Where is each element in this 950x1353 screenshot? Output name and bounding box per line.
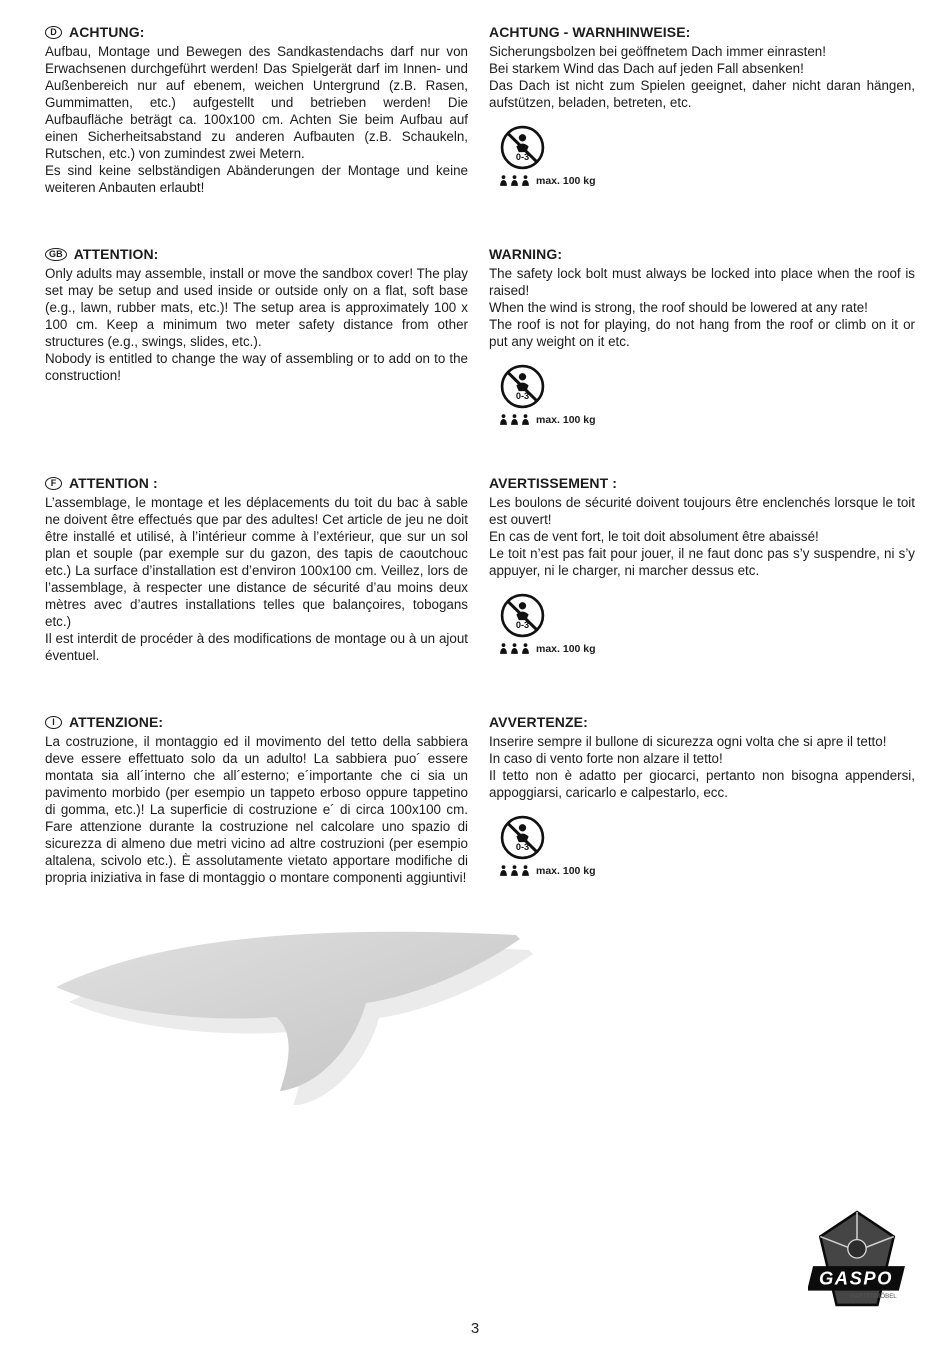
max-weight (499, 865, 915, 876)
person-icon (521, 175, 530, 186)
warning-line: Il tetto non è adatto per giocarci, pertanto non bisogna appendersi, appoggiarsi, caricarlo e calpestarlo, ecc. (489, 768, 915, 800)
no-children-0-3-icon (499, 592, 546, 639)
warning-line: Das Dach ist nicht zum Spielen geeignet, daher nicht daran hängen, aufstützen, beladen, betreten, etc. (489, 78, 915, 110)
warning-line: In caso di vento forte non alzare il tetto! (489, 751, 723, 766)
warning-paragraph: Nobody is entitled to change the way of assembling or to add on to the construction! (45, 351, 468, 383)
person-icon (521, 414, 530, 425)
section-heading (45, 246, 468, 262)
safety-icons (499, 363, 915, 425)
person-icon (499, 414, 508, 425)
warning-title: AVVERTENZE: (489, 714, 588, 730)
page-number: 3 (470, 1320, 480, 1337)
person-icon (510, 865, 519, 876)
no-children-0-3-icon (499, 363, 546, 410)
section-french (45, 475, 915, 664)
country-badge-gb: GB (45, 248, 67, 261)
section-title: ACHTUNG: (69, 24, 145, 40)
section-german (45, 24, 915, 196)
warning-line: The safety lock bolt must always be locked into place when the roof is raised! (489, 266, 915, 298)
logo-wordmark: GASPO (818, 1267, 893, 1289)
country-badge-d: D (45, 26, 62, 39)
country-badge-i: I (45, 716, 62, 729)
warning-paragraph: Aufbau, Montage und Bewegen des Sandkastendachs darf nur von Erwachsenen durchgeführt werden! Das Spielgerät darf im Innen- und Außenbereich nur auf ebenem, weichen Untergrund (z.B. Rasen, Gummimatten, etc.) aufgestellt und betrieben werden! Die Aufbaufläche beträgt ca. 100x100 cm. Achten Sie beim Aufbau auf einen Sicherheitsabstand zu anderen Aufbauten (z.B. Schaukeln, Rutschen, etc.) von zumindest zwei Metern. (45, 44, 468, 161)
max-weight-label: max. 100 kg (536, 864, 596, 877)
section-heading (45, 714, 468, 730)
section-heading (45, 475, 468, 491)
right-column (489, 246, 915, 425)
warning-line: En cas de vent fort, le toit doit absolument être abaissé! (489, 529, 819, 544)
no-children-0-3-icon (499, 124, 546, 171)
left-column (45, 24, 468, 196)
warning-line: Inserire sempre il bullone di sicurezza ogni volta che si apre il tetto! (489, 734, 887, 749)
warning-title: ACHTUNG - WARNHINWEISE: (489, 24, 691, 40)
person-icon (510, 643, 519, 654)
safety-icons (499, 592, 915, 654)
right-column (489, 24, 915, 196)
warning-paragraph: L’assemblage, le montage et les déplacements du toit du bac à sable ne doivent être effectués que par des adultes! Cet article de jeu ne doit être installé et utilisé, à l’intérieur comme à l’extérieur, que sur un sol plan et souple (par exemple sur du gazon, des tapis de caoutchouc etc.) La surface d’installation est d’environ 100x100 cm. Veillez, lors de l’assemblage, à respecter une distance de sécurité d’au moins deux mètres avec d’autres installations telles que balançoires, tobogans etc.) (45, 495, 468, 629)
gaspo-logo (808, 1210, 906, 1308)
person-icon (521, 865, 530, 876)
section-heading (45, 24, 468, 40)
logo-emblem (808, 1210, 906, 1308)
warning-line: Sicherungsbolzen bei geöffnetem Dach immer einrasten! (489, 44, 826, 59)
age-label: 0-3 (515, 619, 530, 630)
safety-icons (499, 814, 915, 876)
left-column (45, 714, 468, 886)
no-children-0-3-icon (499, 814, 546, 861)
warning-heading (489, 24, 915, 40)
max-weight (499, 643, 915, 654)
max-weight-label: max. 100 kg (536, 642, 596, 655)
warning-line: The roof is not for playing, do not hang from the roof or climb on it or put any weight on it etc. (489, 317, 915, 349)
page-turn-arrow-graphic (48, 905, 538, 1105)
warning-heading (489, 246, 915, 262)
age-label: 0-3 (515, 841, 530, 852)
person-icon (521, 643, 530, 654)
warning-title: WARNING: (489, 246, 563, 262)
warning-paragraph: Only adults may assemble, install or move the sandbox cover! The play set may be setup and used inside or outside only on a flat, soft base (e.g., lawn, rubber mats, etc.)! The setup area is approximately 100 x 100 cm. Keep a minimum two meter safety distance from other structures (e.g., swings, slides, etc.). (45, 266, 468, 349)
warning-heading (489, 714, 915, 730)
warning-line: When the wind is strong, the roof should be lowered at any rate! (489, 300, 868, 315)
age-label: 0-3 (515, 151, 530, 162)
max-weight-label: max. 100 kg (536, 174, 596, 187)
section-italian (45, 714, 915, 886)
warning-heading (489, 475, 915, 491)
age-label: 0-3 (515, 390, 530, 401)
person-icon (510, 175, 519, 186)
left-column (45, 246, 468, 425)
left-column (45, 475, 468, 664)
warning-title: AVERTISSEMENT : (489, 475, 618, 491)
person-icon (499, 643, 508, 654)
person-icon (510, 414, 519, 425)
section-english (45, 246, 915, 425)
max-weight (499, 414, 915, 425)
warning-paragraph: Il est interdit de procéder à des modifications de montage ou à un ajout éventuel. (45, 631, 468, 663)
right-column (489, 714, 915, 886)
section-title: ATTENTION: (73, 246, 159, 262)
country-badge-f: F (45, 477, 62, 490)
right-column (489, 475, 915, 664)
warning-line: Les boulons de sécurité doivent toujours être enclenchés lorsque le toit est ouvert! (489, 495, 915, 527)
max-weight-label: max. 100 kg (536, 413, 596, 426)
person-icon (499, 865, 508, 876)
safety-icons (499, 124, 915, 186)
section-title: ATTENTION : (69, 475, 158, 491)
person-icon (499, 175, 508, 186)
warning-line: Le toit n’est pas fait pour jouer, il ne faut donc pas s’y suspendre, ni s’y appuyer, ni le charger, ni marcher dessus etc. (489, 546, 915, 578)
warning-paragraph: La costruzione, il montaggio ed il movimento del tetto della sabbiera deve essere effettuato solo da un adulto! La sabbiera puo´ essere montata sia all´interno che all´esterno; e´importante che ci sia un pavimento morbido (per esempio un tappeto erboso oppure tappetino di gomma, etc.)! La superficie di costruzione e´ di circa 100x100 cm. Fare attenzione durante la costruzione nel calcolare uno spazio di sicurezza di almeno due metri vicino ad altre costruzioni (per esempio altalena, scivolo etc.). È assolutamente vietato apportare modifiche di propria iniziativa in fase di montaggio o montare componenti aggiuntivi! (45, 734, 468, 885)
warning-line: Bei starkem Wind das Dach auf jeden Fall absenken! (489, 61, 804, 76)
section-title: ATTENZIONE: (69, 714, 164, 730)
warning-paragraph: Es sind keine selbständigen Abänderungen der Montage und keine weiteren Anbauten erlaubt! (45, 163, 468, 195)
logo-subtext: GARTENMÖBEL (849, 1292, 897, 1300)
max-weight (499, 175, 915, 186)
